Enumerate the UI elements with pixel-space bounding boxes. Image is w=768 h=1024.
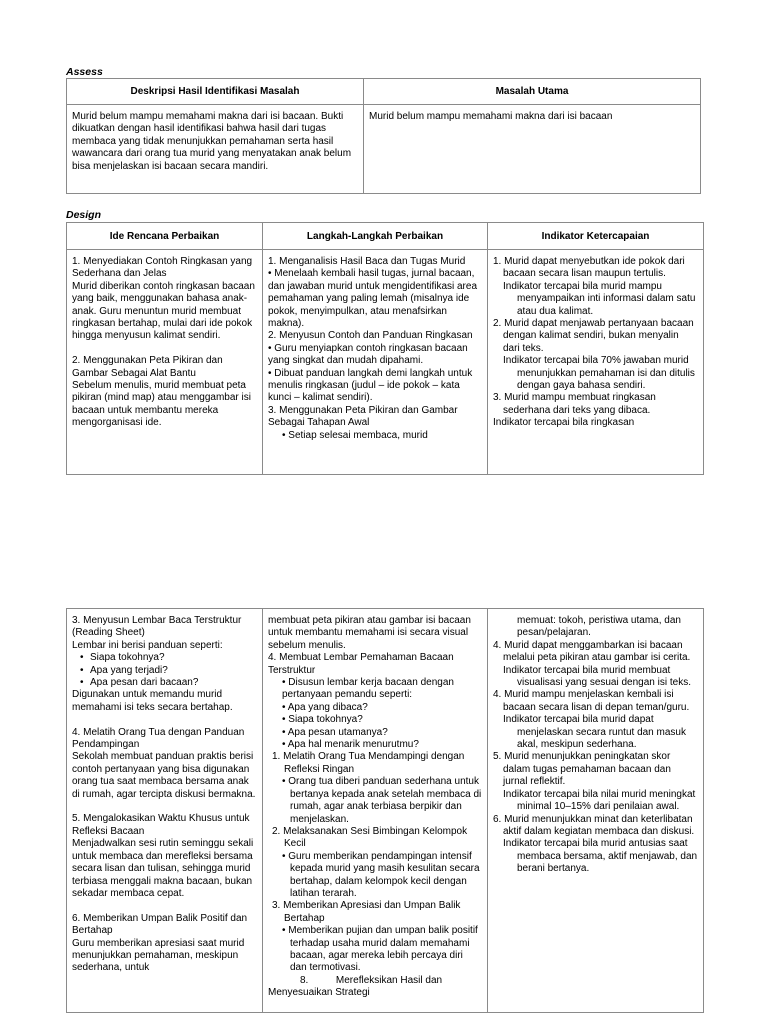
step-5-title: 1. Melatih Orang Tua Mendampingi dengan Refleksi Ringan <box>272 751 465 775</box>
idea-4-body: Sekolah membuat panduan praktis berisi contoh pertanyaan yang bisa digunakan orang tua saat membaca bersama anak di rumah, agar tercipta diskusi bermakna. <box>72 751 256 800</box>
design-table-page2 <box>66 608 704 1013</box>
idea-1-body: Murid diberikan contoh ringkasan bacaan yang baik, menggunakan bahasa anak-anak. Guru menuntun murid membuat ringkasan bertahap, mulai dari ide pokok hingga menyusun kalimat sendiri. <box>72 280 255 342</box>
step-2-bullet-2: • Dibuat panduan langkah demi langkah untuk menulis ringkasan (judul – ide pokok – kata kunci – kalimat sendiri). <box>268 367 473 404</box>
step-1-title: 1. Menganalisis Hasil Baca dan Tugas Murid <box>268 256 466 267</box>
step-3-title: 3. Menggunakan Peta Pikiran dan Gambar Sebagai Tahapan Awal <box>268 404 458 429</box>
idea-6-body: Guru memberikan apresiasi saat murid menunjukkan pemahaman, meskipun sederhana, untuk <box>72 937 245 974</box>
idea-3-after: Digunakan untuk memandu murid memahami isi teks secara bertahap. <box>72 689 233 713</box>
idea-3-item: • Apa yang terjadi? <box>72 665 257 677</box>
idea-6-title: 6. Memberikan Umpan Balik Positif dan Bertahap <box>72 912 248 937</box>
idea-4-title: 4. Melatih Orang Tua dengan Panduan Pendampingan <box>72 726 245 751</box>
idea-2-body: Sebelum menulis, murid membuat peta pikiran (mind map) atau menggambar isi bacaan untuk membantu mereka mengorganisasi ide. <box>72 380 251 429</box>
design-header-ideas: Ide Rencana Perbaikan <box>67 223 263 250</box>
indicator-4a-criteria: Indikator tercapai bila murid membuat visualisasi yang sesuai dengan isi teks. <box>503 664 691 689</box>
step-2-title: 2. Menyusun Contoh dan Panduan Ringkasan <box>268 330 473 342</box>
indicator-2: 2. Murid dapat menjawab pertanyaan bacaan dengan kalimat sendiri, bukan menyalin dari teks. <box>493 318 694 354</box>
step-5-bullet: • Orang tua diberi panduan sederhana untuk bertanya kepada anak setelah membaca di rumah, agar anak terbiasa berpikir dan menjelaskan. <box>282 776 482 825</box>
idea-1-title: 1. Menyediakan Contoh Ringkasan yang Sederhana dan Jelas <box>72 256 253 280</box>
step-8-title-line <box>268 975 482 987</box>
step-8-title: Merefleksikan Hasil dan <box>335 974 443 986</box>
step-4-title: 4. Membuat Lembar Pemahaman Bacaan Terstruktur <box>268 652 454 676</box>
assess-label: Assess <box>66 66 103 78</box>
indicator-5: 5. Murid menunjukkan peningkatan skor dalam tugas pemahaman bacaan dan jurnal reflektif. <box>493 751 671 788</box>
step-4-question: • Apa pesan utamanya? <box>282 726 388 738</box>
idea-3-intro: Lembar ini berisi panduan seperti: <box>72 639 223 651</box>
step-4-question: • Siapa tokohnya? <box>282 714 363 726</box>
design-table-page1 <box>66 222 704 475</box>
indicator-1-criteria: Indikator tercapai bila murid mampu menyampaikan inti informasi dalam satu atau dua kalimat. <box>503 280 696 317</box>
indicator-6-criteria: Indikator tercapai bila murid antusias saat membaca bersama, aktif menjawab, dan berani bertanya. <box>503 838 698 875</box>
indicators-column-page1 <box>488 250 703 434</box>
indicator-4b-criteria: Indikator tercapai bila murid dapat menjelaskan secara runtut dan masuk akal, meskipun sederhana. <box>503 714 686 751</box>
step-6-title: 2. Melaksanakan Sesi Bimbingan Kelompok Kecil <box>272 825 468 850</box>
indicator-3-criteria-cont: memuat: tokoh, peristiwa utama, dan pesan/pelajaran. <box>517 615 681 639</box>
idea-5-body: Menjadwalkan sesi rutin seminggu sekali untuk membaca dan merefleksi bersama secara lisan dan tulisan, sehingga murid terbiasa menggali makna bacaan, bukan sekadar membaca cepat. <box>72 838 254 899</box>
idea-3-item: • Apa pesan dari bacaan? <box>72 677 257 689</box>
step-7-bullet: • Memberikan pujian dan umpan balik positif terhadap usaha murid dalam memahami bacaan, agar mereka lebih percaya diri dan termotivasi. <box>282 925 478 974</box>
step-8-number: 8. <box>300 974 309 986</box>
idea-3-item: • Siapa tokohnya? <box>72 652 257 664</box>
idea-5-title: 5. Mengalokasikan Waktu Khusus untuk Refleksi Bacaan <box>72 813 250 837</box>
design-header-indicators: Indikator Ketercapaian <box>488 223 704 250</box>
idea-3-title: 3. Menyusun Lembar Baca Terstruktur (Reading Sheet) <box>72 615 242 639</box>
assess-header-description: Deskripsi Hasil Identifikasi Masalah <box>67 79 364 105</box>
steps-column-page1 <box>263 250 487 446</box>
indicators-column-page2 <box>488 609 703 880</box>
step-6-bullet: • Guru memberikan pendampingan intensif kepada murid yang masih kesulitan secara bertahap, dalam kelompok kecil dengan latihan terarah. <box>282 850 480 899</box>
step-4-question: • Apa hal menarik menurutmu? <box>282 739 419 751</box>
idea-3-list <box>72 652 257 689</box>
indicator-6: 6. Murid menunjukkan minat dan keterlibatan aktif dalam kegiatan membaca dan diskusi. <box>493 813 695 837</box>
step-2-bullet-1: • Guru menyiapkan contoh ringkasan bacaan yang singkat dan mudah dipahami. <box>268 342 468 367</box>
indicator-1: 1. Murid dapat menyebutkan ide pokok dari bacaan secara lisan maupun tertulis. <box>493 256 685 280</box>
step-3-continued: membuat peta pikiran atau gambar isi bacaan untuk membantu memahami isi secara visual sebelum menulis. <box>268 615 471 651</box>
assess-header-main-problem: Masalah Utama <box>364 79 701 105</box>
design-label: Design <box>66 209 102 221</box>
indicator-3: 3. Murid mampu membuat ringkasan sederhana dari teks yang dibaca. <box>493 392 656 416</box>
step-4-question: • Apa yang dibaca? <box>282 701 368 713</box>
assess-main-problem: Murid belum mampu memahami makna dari isi bacaan <box>369 111 613 122</box>
idea-2-title: 2. Menggunakan Peta Pikiran dan Gambar Sebagai Alat Bantu <box>72 355 223 379</box>
ideas-column-page2 <box>67 609 262 979</box>
assess-table <box>66 78 701 194</box>
step-8-title-cont: Menyesuaikan Strategi <box>268 987 370 999</box>
ideas-column-page1 <box>67 250 262 434</box>
indicator-5-criteria: Indikator tercapai bila nilai murid meningkat minimal 10–15% dari penilaian awal. <box>503 788 696 813</box>
step-7-title: 3. Memberikan Apresiasi dan Umpan Balik Bertahap <box>272 900 461 924</box>
indicator-3-criteria: Indikator tercapai bila ringkasan <box>493 417 635 429</box>
design-header-steps: Langkah-Langkah Perbaikan <box>263 223 488 250</box>
indicator-2-criteria: Indikator tercapai bila 70% jawaban murid menunjukkan pemahaman isi dan ditulis dengan gaya bahasa sendiri. <box>503 355 695 392</box>
step-3-bullet: • Setiap selesai membaca, murid <box>282 429 428 441</box>
steps-column-page2 <box>263 609 487 1004</box>
assess-description: Murid belum mampu memahami makna dari isi bacaan. Bukti dikuatkan dengan hasil identifikasi bahwa hasil dari tugas membaca yang tidak menunjukkan pemahaman serta hasil wawancara dari orang tua murid yang menyatakan anak belum bisa menjelaskan isi bacaan secara mandiri. <box>72 111 354 172</box>
indicator-4b: 4. Murid mampu menjelaskan kembali isi bacaan secara lisan di depan teman/guru. <box>493 689 690 713</box>
step-4-bullet: • Disusun lembar kerja bacaan dengan pertanyaan pemandu seperti: <box>282 677 454 701</box>
indicator-4a: 4. Murid dapat menggambarkan isi bacaan melalui peta pikiran atau gambar isi cerita. <box>493 639 691 664</box>
step-1-bullet: • Menelaah kembali hasil tugas, jurnal bacaan, dan jawaban murid untuk mengidentifikasi area pemahaman yang paling lemah (misalnya ide pokok, menyimpulkan, atau menafsirkan makna). <box>268 268 478 330</box>
